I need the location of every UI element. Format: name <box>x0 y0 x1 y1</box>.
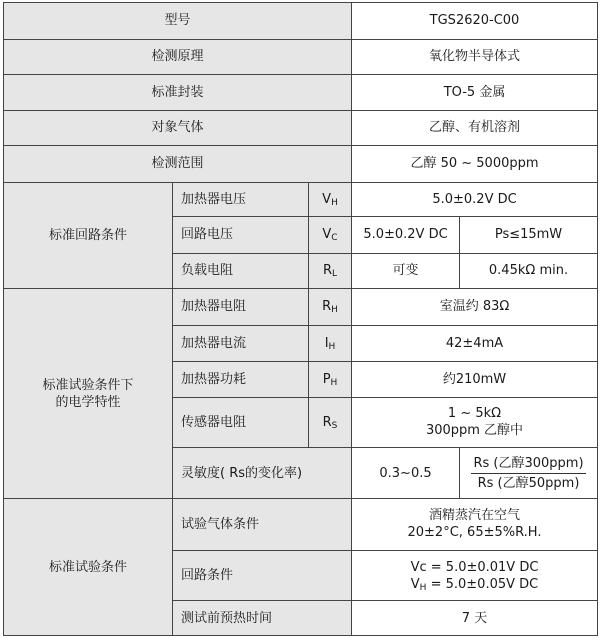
sensitivity-name: 灵敏度( Rs的变化率) <box>173 448 352 499</box>
row-range <box>4 146 598 183</box>
load-resistance-name: 负载电阻 <box>173 253 309 289</box>
sensor-resistance-name: 传感器电阻 <box>173 397 309 448</box>
circuit-voltage-value: 5.0±0.2V DC <box>352 217 460 254</box>
heater-resistance-value: 室温约 83Ω <box>352 289 598 326</box>
package-value: TO-5 金属 <box>352 75 598 111</box>
sensitivity-denominator: Rs (乙醇50ppm) <box>477 475 580 491</box>
test-gas-value: 酒精蒸汽在空气 20±2°C, 65±5%R.H. <box>352 499 598 551</box>
heater-power-symbol: $P_H$ <box>309 362 352 398</box>
range-label: 检测范围 <box>4 146 352 183</box>
sensor-resistance-value: 1 ~ 5kΩ 300ppm 乙醇中 <box>352 397 598 448</box>
heater-current-value: 42±4mA <box>352 325 598 362</box>
principle-value: 氧化物半导体式 <box>352 39 598 75</box>
circuit-voltage-power: Ps≤15mW <box>460 217 598 254</box>
sensor-resistance-symbol: $R_S$ <box>309 397 352 448</box>
heater-voltage-name: 加热器电压 <box>173 182 309 216</box>
heater-power-name: 加热器功耗 <box>173 362 309 398</box>
target-gas-label: 对象气体 <box>4 110 352 146</box>
row-package <box>4 75 598 111</box>
heater-resistance-name: 加热器电阻 <box>173 289 309 326</box>
test-group-label: 标准试验条件 <box>4 499 173 636</box>
target-gas-value: 乙醇、有机溶剂 <box>352 110 598 146</box>
principle-label: 检测原理 <box>4 39 352 75</box>
spec-table <box>3 2 598 636</box>
row-heater-voltage <box>4 182 598 216</box>
test-gas-name: 试验气体条件 <box>173 499 352 551</box>
heater-current-name: 加热器电流 <box>173 325 309 362</box>
test-circuit-name: 回路条件 <box>173 550 352 601</box>
heater-resistance-symbol: $R_H$ <box>309 289 352 326</box>
row-principle <box>4 39 598 75</box>
circuit-voltage-name: 回路电压 <box>173 217 309 254</box>
heater-voltage-symbol: $V_H$ <box>309 182 352 216</box>
sensitivity-ratio <box>460 448 598 499</box>
row-heater-resistance <box>4 289 598 326</box>
heater-voltage-value: 5.0±0.2V DC <box>352 182 598 216</box>
model-label: 型号 <box>4 3 352 40</box>
row-target-gas <box>4 110 598 146</box>
test-circuit-value: Vc = 5.0±0.01V DC $V_H = 5.0\pm 0.05V$ DC <box>352 550 598 601</box>
range-value: 乙醇 50 ~ 5000ppm <box>352 146 598 183</box>
load-resistance-min: 0.45kΩ min. <box>460 253 598 289</box>
package-label: 标准封装 <box>4 75 352 111</box>
load-resistance-value: 可变 <box>352 253 460 289</box>
row-test-gas <box>4 499 598 551</box>
circuit-group-label: 标准回路条件 <box>4 182 173 289</box>
preheat-name: 测试前预热时间 <box>173 601 352 636</box>
heater-power-value: 约210mW <box>352 362 598 398</box>
row-model <box>4 3 598 40</box>
model-value: TGS2620-C00 <box>352 3 598 40</box>
sensitivity-numerator: Rs (乙醇300ppm) <box>471 455 585 474</box>
load-resistance-symbol: $R_L$ <box>309 253 352 289</box>
heater-current-symbol: $I_H$ <box>309 325 352 362</box>
electrical-group-label: 标准试验条件下 的电学特性 <box>4 289 173 499</box>
sensitivity-value: 0.3~0.5 <box>352 448 460 499</box>
circuit-voltage-symbol: $V_C$ <box>309 217 352 254</box>
preheat-value: 7 天 <box>352 601 598 636</box>
